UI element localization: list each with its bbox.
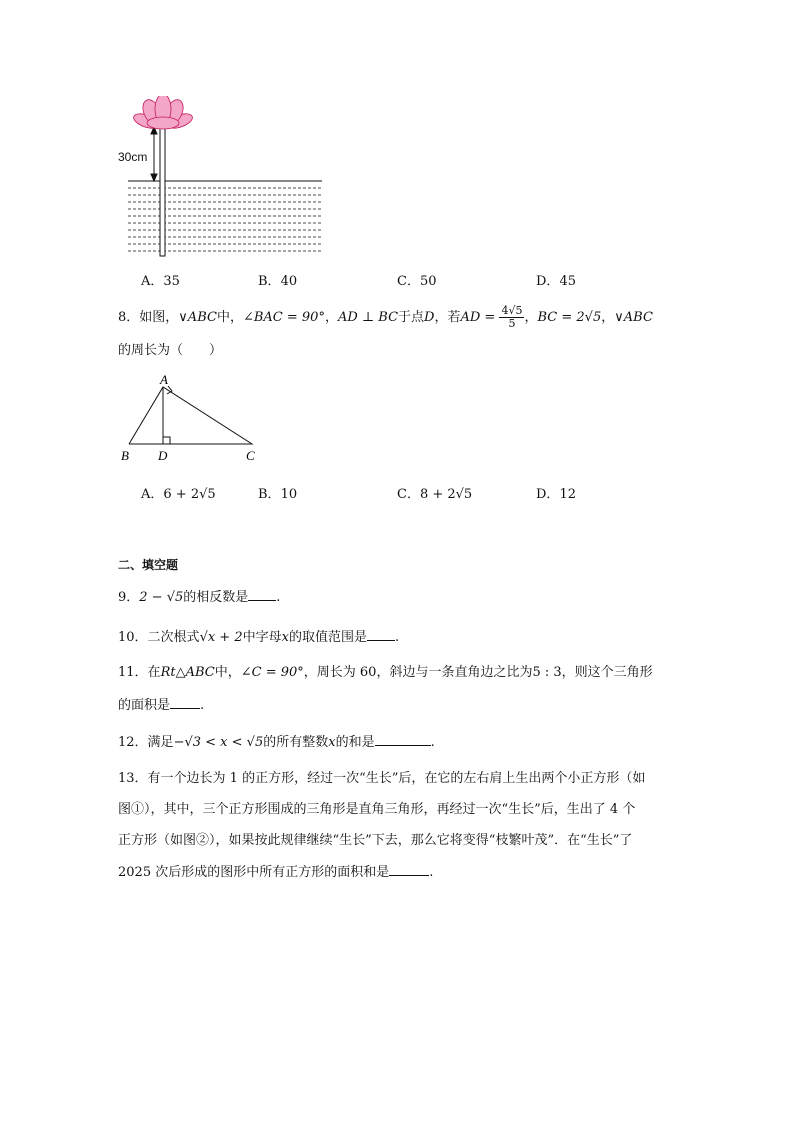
q12-answer-blank[interactable]	[375, 733, 431, 746]
q8-option-d[interactable]: D．12	[536, 487, 576, 502]
q7-option-d[interactable]: D．45	[536, 274, 576, 289]
q13-line2: 图①），其中，三个正方形围成的三角形是直角三角形，再经过一次“生长”后，生出了 4 个	[118, 802, 636, 817]
q10-answer-blank[interactable]	[367, 628, 395, 641]
q8-option-a[interactable]: A．6 + 2√5	[141, 487, 216, 502]
measure-label: 30cm	[118, 150, 148, 164]
lotus-stem	[160, 126, 165, 256]
triangle-figure	[116, 372, 266, 464]
q7-option-a[interactable]: A．35	[141, 274, 180, 289]
lotus-flower-icon	[132, 96, 195, 131]
q8-stem-line2: 的周长为（ ）	[118, 343, 223, 358]
water-surface	[128, 181, 322, 251]
section-title: 二、填空题	[118, 558, 179, 572]
q8-option-b[interactable]: B．10	[258, 487, 298, 502]
q7-option-c[interactable]: C．50	[397, 274, 437, 289]
q13-line3: 正方形（如图②），如果按此规律继续“生长”下去，那么它将变得“枝繁叶茂”．在“生长”了	[118, 833, 633, 848]
q8-stem-line1: 8．如图，∨ABC中，∠BAC = 90°，AD ⊥ BC于点D，若AD = $\frac{4√5}{5}$ ，BC = 2√5，∨ABC	[118, 304, 653, 330]
q12: 12．满足−√3 < x < √5的所有整数x的和是 .	[118, 735, 435, 750]
q11-line2: 的面积是 .	[118, 698, 205, 713]
q13-answer-blank[interactable]	[389, 863, 429, 876]
lotus-figure	[110, 96, 330, 262]
q13-line4: 2025 次后形成的图形中所有正方形的面积和是 .	[118, 865, 434, 880]
q13-line1: 13．有一个边长为 1 的正方形，经过一次“生长”后，在它的左右肩上生出两个小正方形（如	[118, 771, 646, 786]
right-angle-d	[163, 437, 170, 444]
q10: 10．二次根式√x + 2中字母x的取值范围是 .	[118, 630, 400, 645]
q9-answer-blank[interactable]	[248, 588, 276, 601]
measure-arrow	[151, 127, 157, 181]
label-d: D	[158, 448, 168, 463]
q8-option-c[interactable]: C．8 + 2√5	[397, 487, 473, 502]
label-c: C	[246, 448, 255, 463]
label-b: B	[121, 448, 129, 463]
q9: 9．2 − √5的相反数是 .	[118, 590, 281, 605]
q11-line1: 11．在Rt△ABC中，∠C = 90°，周长为 60，斜边与一条直角边之比为5 : 3，则这个三角形	[118, 665, 653, 680]
label-a: A	[160, 372, 168, 387]
q7-option-b[interactable]: B．40	[258, 274, 298, 289]
q8-ad-fraction: $\frac{4√5}{5}$	[501, 304, 523, 330]
q11-answer-blank[interactable]	[170, 696, 200, 709]
triangle-abc	[129, 387, 252, 444]
